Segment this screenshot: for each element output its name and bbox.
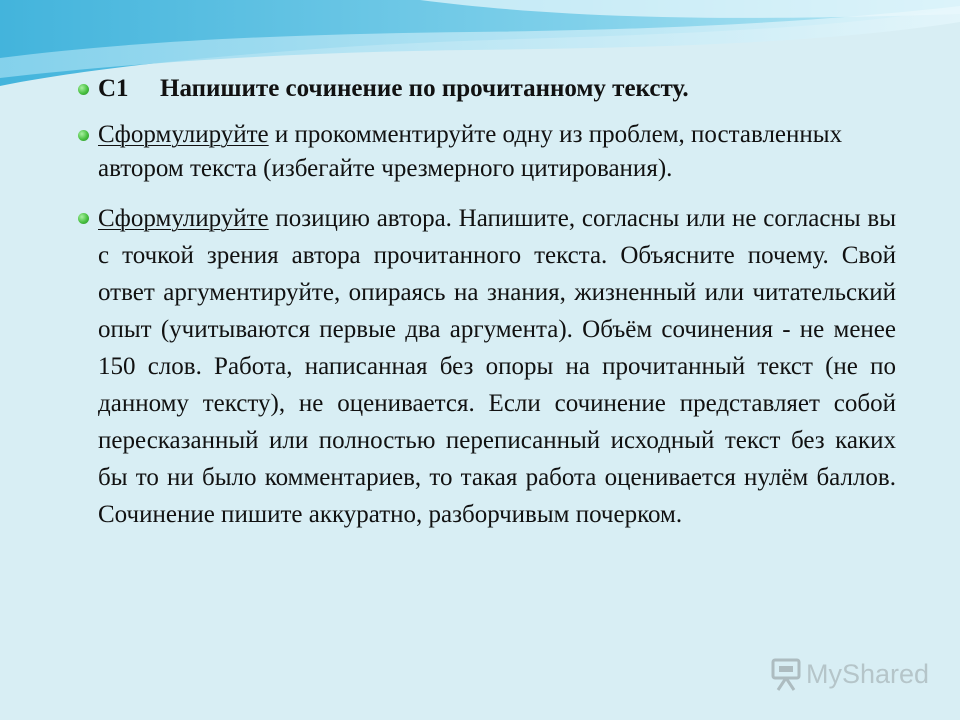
instruction-text: позицию автора. Напишите, согласны или не согласны вы с точкой зрения автора прочитанного текста. Объясните почему. Свой ответ аргументируйте, опираясь на знания, жизненный или читательский опыт (учитываются первые два аргумента). Объём сочинения - не менее 150 слов. Работа, написанная без опоры на прочитанный текст (не по данному тексту), не оценивается. Если сочинение представляет собой пересказанный или полностью переписанный исходный текст без каких бы то ни было комментариев, то такая работа оценивается нулём баллов. Сочинение пишите аккуратно, разборчивым почерком. xyxy=(98,205,896,528)
myshared-watermark xyxy=(770,656,930,696)
task-heading xyxy=(78,72,896,106)
bullet-icon xyxy=(78,213,89,224)
watermark-text: MyShared xyxy=(806,659,930,689)
instruction-text: и прокомментируйте одну из проблем, поставленных автором текста (избегайте чрезмерного цитирования). xyxy=(98,121,843,182)
instruction-keyword: Сформулируйте xyxy=(98,121,269,148)
task-number: С1 xyxy=(98,75,129,102)
presentation-board-icon xyxy=(770,658,802,692)
task-title: Напишите сочинение по прочитанному тексту. xyxy=(160,75,689,102)
instruction-paragraph-2 xyxy=(78,200,896,533)
slide-content xyxy=(78,72,896,533)
instruction-keyword: Сформулируйте xyxy=(98,205,269,232)
instruction-paragraph-1 xyxy=(78,118,896,186)
bullet-icon xyxy=(78,84,89,95)
bullet-icon xyxy=(78,130,89,141)
